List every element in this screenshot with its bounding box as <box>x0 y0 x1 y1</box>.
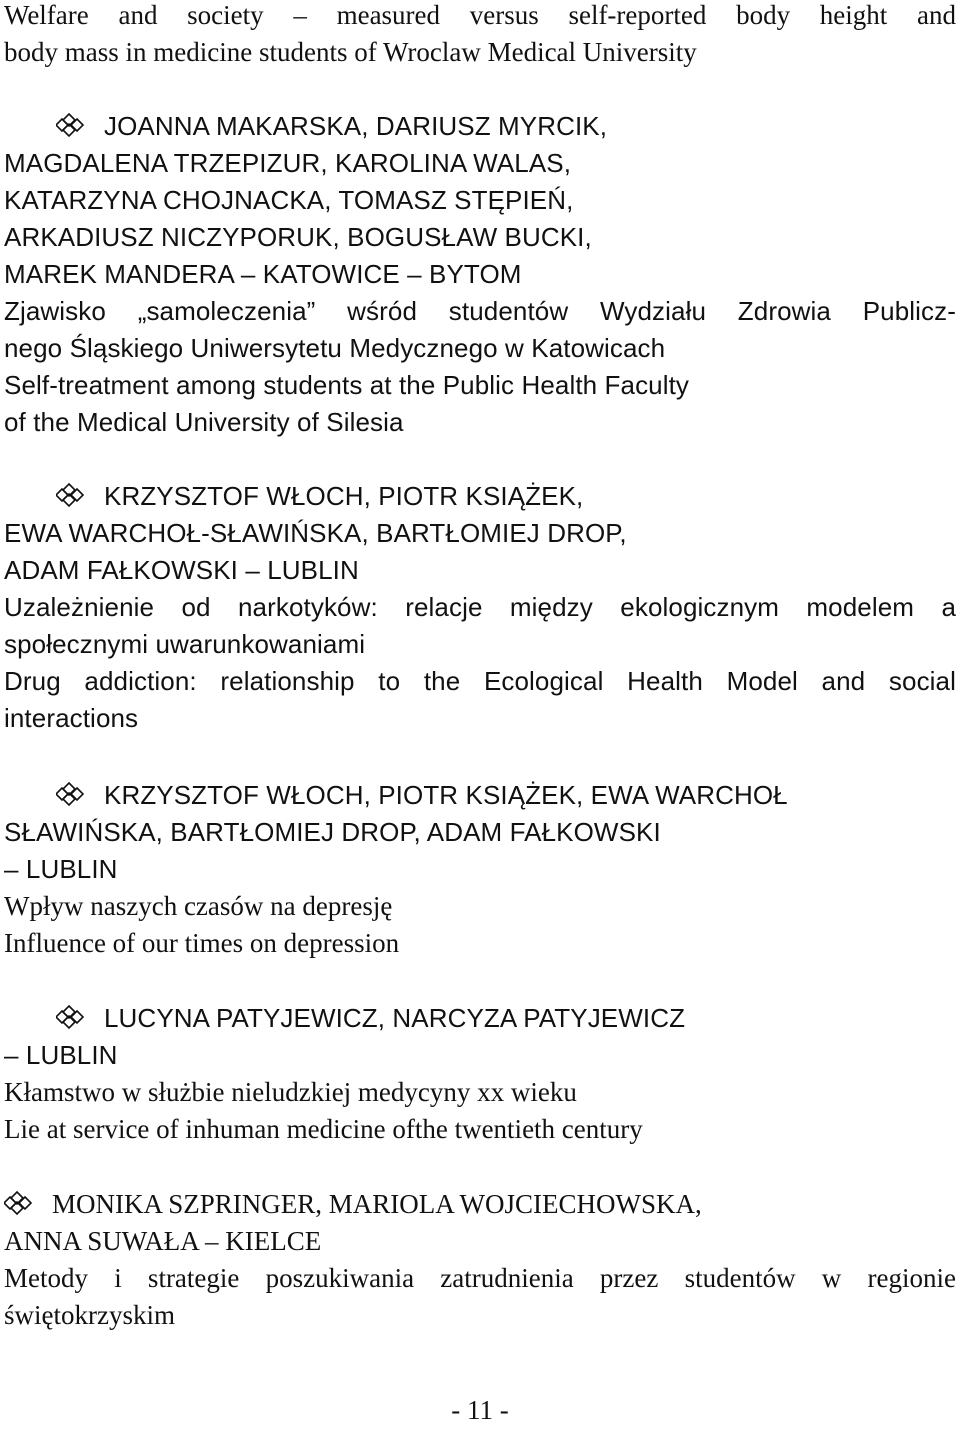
page-number: - 11 - <box>451 1395 509 1425</box>
entry-2-authors-line-1 <box>56 478 583 515</box>
entry-2-title-pl-1: Uzależnienie od narkotyków: relacje między ekologicznym modelem a <box>4 592 956 622</box>
entry-1-authors-line-1 <box>56 108 607 145</box>
entry-4-authors-line-2: – LUBLIN <box>4 1040 118 1070</box>
entry-5-authors-text-1: MONIKA SZPRINGER, MARIOLA WOJCIECHOWSKA, <box>52 1189 702 1219</box>
diamond-bullet-icon <box>56 112 100 138</box>
entry-3-title-pl-1: Wpływ naszych czasów na depresję <box>4 891 393 921</box>
diamond-bullet-icon <box>4 1190 48 1216</box>
entry-3-authors-line-1 <box>56 777 788 814</box>
diamond-bullet-icon <box>56 1004 100 1030</box>
entry-1-title-en-2: of the Medical University of Silesia <box>4 407 404 437</box>
intro-line-1: Welfare and society – measured versus self-reported body height and <box>4 0 956 30</box>
entry-2-title-en-2: interactions <box>4 703 139 733</box>
entry-3-title-en-1: Influence of our times on depression <box>4 928 400 958</box>
entry-1-authors-line-2: MAGDALENA TRZEPIZUR, KAROLINA WALAS, <box>4 148 572 178</box>
entry-4-authors-text-1: LUCYNA PATYJEWICZ, NARCYZA PATYJEWICZ <box>104 1003 686 1033</box>
entry-3-authors-line-2: SŁAWIŃSKA, BARTŁOMIEJ DROP, ADAM FAŁKOWSKI <box>4 817 661 847</box>
entry-2-title-en-1: Drug addiction: relationship to the Ecological Health Model and social <box>4 666 956 696</box>
entry-2-authors-line-2: EWA WARCHOŁ-SŁAWIŃSKA, BARTŁOMIEJ DROP, <box>4 518 627 548</box>
entry-1-authors-text-1: JOANNA MAKARSKA, DARIUSZ MYRCIK, <box>104 111 608 141</box>
entry-5-authors-line-1 <box>4 1186 702 1223</box>
intro-line-2: body mass in medicine students of Wroclaw Medical University <box>4 37 697 67</box>
entry-1-title-pl-1: Zjawisko „samoleczenia” wśród studentów Wydziału Zdrowia Publicz- <box>4 296 956 326</box>
entry-1-authors-line-4: ARKADIUSZ NICZYPORUK, BOGUSŁAW BUCKI, <box>4 222 592 252</box>
entry-2-authors-text-1: KRZYSZTOF WŁOCH, PIOTR KSIĄŻEK, <box>104 481 584 511</box>
entry-5-authors-line-2: ANNA SUWAŁA – KIELCE <box>4 1226 322 1256</box>
entry-4-title-en-1: Lie at service of inhuman medicine ofthe twentieth century <box>4 1114 643 1144</box>
diamond-bullet-icon <box>56 482 100 508</box>
entry-4-authors-line-1 <box>56 1000 685 1037</box>
entry-1-authors-line-3: KATARZYNA CHOJNACKA, TOMASZ STĘPIEŃ, <box>4 185 574 215</box>
entry-1-title-en-1: Self-treatment among students at the Public Health Faculty <box>4 370 690 400</box>
entry-3-authors-text-1: KRZYSZTOF WŁOCH, PIOTR KSIĄŻEK, EWA WARCHOŁ <box>104 780 788 810</box>
entry-5-title-pl-1: Metody i strategie poszukiwania zatrudnienia przez studentów w regionie <box>4 1263 956 1293</box>
entry-2-authors-line-3: ADAM FAŁKOWSKI – LUBLIN <box>4 555 359 585</box>
entry-2-title-pl-2: społecznymi uwarunkowaniami <box>4 629 366 659</box>
diamond-bullet-icon <box>56 781 100 807</box>
entry-3-authors-line-3: – LUBLIN <box>4 854 118 884</box>
entry-1-authors-line-5: MAREK MANDERA – KATOWICE – BYTOM <box>4 259 522 289</box>
entry-5-title-pl-2: świętokrzyskim <box>4 1300 175 1330</box>
entry-4-title-pl-1: Kłamstwo w służbie nieludzkiej medycyny xx wieku <box>4 1077 577 1107</box>
entry-1-title-pl-2: nego Śląskiego Uniwersytetu Medycznego w Katowicach <box>4 333 666 363</box>
